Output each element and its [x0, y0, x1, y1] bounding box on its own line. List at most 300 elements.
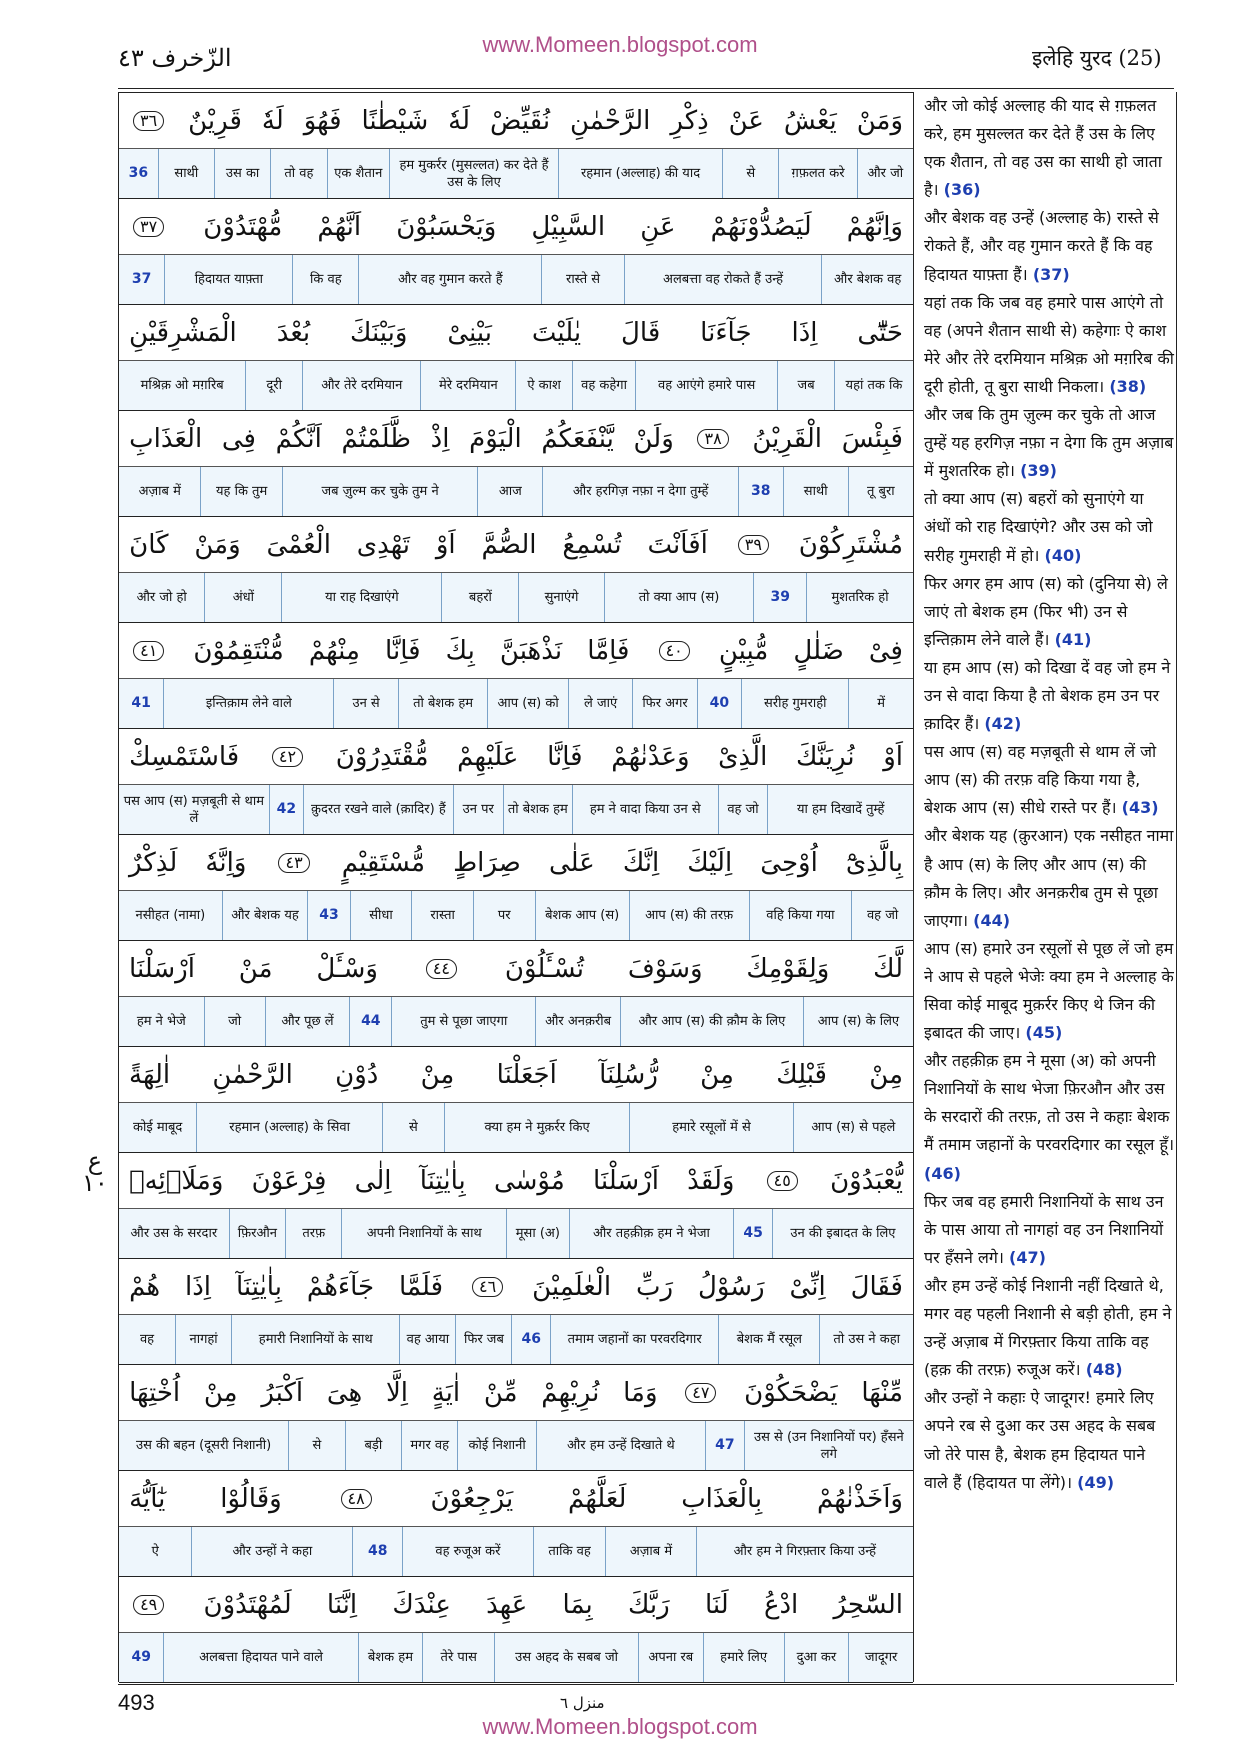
arabic-word: اَوْ: [435, 529, 456, 560]
word-meaning-cell: जब ज़ुल्म कर चुके तुम ने: [282, 467, 477, 516]
header-rule: [118, 88, 1174, 89]
word-meaning-cell: सुनाएंगे: [518, 573, 603, 622]
arabic-word: هِىَ: [326, 1377, 363, 1408]
word-meaning-cell: तमाम जहानों का परवरदिगार: [550, 1315, 718, 1364]
arabic-word: نُرِيَنَّكَ: [795, 741, 855, 772]
word-meaning-cell: उस से (उन निशानियों पर) हँसने लगे: [744, 1421, 913, 1470]
arabic-word: اِذَا: [185, 1271, 212, 1302]
word-meaning-cell: हमारी निशानियों के साथ: [231, 1315, 399, 1364]
arabic-word: السَّبِيْلِ: [531, 211, 606, 242]
arabic-word: وَمَا: [623, 1377, 658, 1408]
arabic-verse-line: [119, 199, 913, 255]
word-meaning-cell: मगर वह: [401, 1421, 457, 1470]
word-meaning-cell: और जो: [857, 149, 913, 198]
arabic-word: شَيْطٰنًا: [361, 105, 429, 136]
translation-verse-number: (42): [984, 714, 1022, 734]
arabic-word: لَمُهْتَدُوْنَ: [203, 1589, 292, 1620]
arabic-word: لَّكَ: [873, 953, 903, 984]
word-meaning-cell: अंधों: [204, 573, 281, 622]
arabic-verse-line: [119, 411, 913, 467]
arabic-word: عِنْدَكَ: [392, 1589, 451, 1620]
word-meaning-cell: नागहां: [175, 1315, 231, 1364]
arabic-word: يَضْحَكُوْنَ: [744, 1377, 838, 1408]
word-meaning-cell: बड़ी: [345, 1421, 401, 1470]
verse-number-marker: ٤٥: [767, 1171, 798, 1191]
arabic-verse-line: [119, 1259, 913, 1315]
word-meaning-cell: और तहक़ीक़ हम ने भेजा: [569, 1209, 734, 1258]
translation-text: या हम आप (स) को दिखा दें वह जो हम ने उन से वादा किया है तो बेशक हम उन पर क़ादिर हैं।: [924, 657, 1171, 734]
word-meaning-row: [119, 467, 913, 517]
arabic-word: الْقَرِيْنُ: [752, 423, 823, 454]
arabic-verse-line: [119, 941, 913, 997]
arabic-word: يٰٓاَيُّهَ: [129, 1483, 166, 1514]
arabic-word: اُوْحِىَ: [760, 847, 818, 878]
word-meaning-cell: से: [288, 1421, 344, 1470]
verse-number-marker: ٤٨: [341, 1489, 372, 1509]
arabic-word: وَمَلَا۟ئِهٖ: [129, 1165, 224, 1196]
arabic-word: يَّنْفَعَكُمُ: [541, 423, 614, 454]
arabic-word: وَاِنَّهُمْ: [846, 211, 903, 242]
arabic-word: مُّسْتَقِيْمٍ: [341, 847, 426, 878]
translation-column: [924, 92, 1174, 1682]
site-url-bottom: www.Momeen.blogspot.com: [482, 1714, 758, 1739]
arabic-verse-line: [119, 1365, 913, 1421]
site-url-top: www.Momeen.blogspot.com: [482, 32, 758, 57]
word-meaning-cell: अपना रब: [638, 1633, 703, 1682]
word-meaning-cell: और हरगिज़ नफ़ा न देगा तुम्हें: [542, 467, 737, 516]
arabic-word: يٰلَيْتَ: [531, 317, 582, 348]
word-meaning-row: [119, 1315, 913, 1365]
word-meaning-cell: वह कहेगा: [572, 361, 635, 410]
word-meaning-cell: पस आप (स) मज़बूती से थाम लें: [123, 793, 264, 826]
verse-number-marker: ٤٩: [133, 1595, 164, 1615]
verse-number-cell: 48: [352, 1527, 402, 1576]
arabic-word: اِلَّا: [385, 1377, 408, 1408]
word-meaning-row: [119, 255, 913, 305]
arabic-word: ذِكْرِ: [670, 105, 709, 136]
arabic-word: رَبِّ: [635, 1271, 674, 1302]
word-meaning-cell: मुशतरिक हो: [806, 573, 913, 622]
arabic-word: فَقَالَ: [850, 1271, 903, 1302]
verse-number-marker: ٤٧: [685, 1383, 716, 1403]
word-meaning-cell: यह कि तुम: [200, 467, 281, 516]
arabic-word: بَيْنِىْ: [447, 317, 492, 348]
arabic-word: حَتّٰٓى: [857, 317, 903, 348]
word-meaning-row: [119, 679, 913, 729]
verse-number-marker: ٤٤: [426, 959, 457, 979]
arabic-word: نَذْهَبَنَّ: [499, 635, 563, 666]
arabic-word: لَهٗ: [261, 105, 284, 136]
arabic-word: الرَّحْمٰنِ: [212, 1059, 293, 1090]
translation-text: और उन्हों ने कहाः ऐ जादूगर! हमारे लिए अपने रब से दुआ कर उस अहद के सबब जो तेरे पास है, बेशक हम हिदायत पाने वाले हैं (हिदायत पा लेंगे)।: [924, 1388, 1156, 1492]
word-meaning-cell: तरफ़: [285, 1209, 341, 1258]
arabic-verse-line: [119, 93, 913, 149]
arabic-verse-line: [119, 623, 913, 679]
arabic-word: عَنِ: [640, 211, 676, 242]
word-meaning-cell: अपनी निशानियों के साथ: [341, 1209, 506, 1258]
word-meaning-cell: अलबत्ता हिदायत पाने वाले: [163, 1633, 357, 1682]
word-meaning-cell: वह रुजूअ करें: [402, 1527, 533, 1576]
word-meaning-cell: आप (स) को: [487, 679, 568, 728]
arabic-word: هُمْ: [129, 1271, 161, 1302]
word-meaning-cell: ग़फ़लत करे: [778, 149, 856, 198]
translation-verse-number: (40): [1044, 545, 1082, 565]
verse-number-cell: 41: [131, 695, 151, 711]
translation-verse-number: (44): [973, 910, 1011, 930]
arabic-verse-line: [119, 517, 913, 573]
word-meaning-cell: वह आएंगे हमारे पास: [635, 361, 777, 410]
word-meaning-cell: और पूछ लें: [265, 997, 350, 1046]
word-meaning-cell: वहि किया गया: [749, 891, 852, 940]
arabic-word: فِىْ: [868, 635, 903, 666]
word-meaning-cell: अज़ाब में: [605, 1527, 696, 1576]
arabic-word: فَاسْتَمْسِكْ: [129, 741, 240, 772]
arabic-word: بِمَا: [562, 1589, 593, 1620]
translation-text: और तहक़ीक़ हम ने मूसा (अ) को अपनी निशानियों के साथ भेजा फ़िरऔन और उस के सरदारों की तरफ़, तो उस ने कहाः बेशक मैं तमाम जहानों के परवरदिगार का रसूल हूँ।: [924, 1051, 1175, 1155]
word-meaning-cell: हम ने वादा किया उन से: [572, 785, 718, 834]
arabic-word: اِذْ: [430, 423, 450, 454]
arabic-word: رُّسُلِنَآ: [599, 1059, 658, 1090]
word-meaning-cell: और अनक़रीब: [535, 997, 620, 1046]
arabic-verse-line: [119, 729, 913, 785]
word-meaning-cell: तो उस ने कहा: [819, 1315, 912, 1364]
arabic-word: مِنْ: [203, 1377, 238, 1408]
word-meaning-cell: वह: [139, 1332, 155, 1347]
arabic-word: وَلَقَدْ: [687, 1165, 735, 1196]
arabic-word: الصُّمَّ: [481, 529, 537, 560]
verse-number-marker: ٣٩: [738, 535, 769, 555]
word-meaning-cell: मश्रिक़ ओ मग़रिब: [140, 378, 224, 393]
word-meaning-cell: और बेशक यह: [222, 891, 308, 940]
word-meaning-cell: ऐ: [151, 1544, 159, 1559]
word-meaning-cell: हिदायत याफ़्ता: [164, 255, 292, 304]
arabic-word: اُخْتِهَا: [129, 1377, 181, 1408]
arabic-word: السّٰحِرُ: [833, 1589, 903, 1620]
word-meaning-cell: उस का: [214, 149, 270, 198]
arabic-word: اَجَعَلْنَا: [496, 1059, 557, 1090]
arabic-word: اِنَّنَا: [326, 1589, 358, 1620]
arabic-word: فَلَمَّا: [399, 1271, 444, 1302]
word-meaning-cell: और जो हो: [136, 590, 187, 605]
arabic-word: ادْعُ: [763, 1589, 799, 1620]
translation-verse-number: (38): [1109, 376, 1147, 396]
word-meaning-cell: क्या हम ने मुक़र्रर किए: [444, 1103, 630, 1152]
word-meaning-cell: वह जो: [851, 891, 913, 940]
verse-number-cell: 45: [733, 1209, 772, 1258]
arabic-word: ظَّلَمْتُمْ: [341, 423, 411, 454]
arabic-word: عَلَيْهِمْ: [457, 741, 519, 772]
arabic-word: عَنْ: [728, 105, 764, 136]
arabic-word: الَّذِىْ: [718, 741, 768, 772]
arabic-word: قَرِيْنٌ: [188, 105, 242, 136]
word-meaning-cell: एक शैतान: [327, 149, 390, 198]
word-meaning-cell: और आप (स) की क़ौम के लिए: [620, 997, 803, 1046]
arabic-word: الْعُمْىَ: [266, 529, 331, 560]
word-meaning-cell: ले जाएं: [568, 679, 632, 728]
arabic-word: فَبِئْسَ: [841, 423, 903, 454]
translation-text: और जब कि तुम ज़ुल्म कर चुके तो आज तुम्हें यह हरगिज़ नफ़ा न देगा कि तुम अज़ाब में मुशतरिक हो।: [924, 405, 1174, 481]
word-meaning-cell: मेरे दरमियान: [420, 361, 515, 410]
translation-text: और बेशक वह उन्हें (अल्लाह के) रास्ते से रोकते हैं, और वह गुमान करते हैं कि वह हिदायत याफ़्ता हैं।: [924, 208, 1159, 284]
verse-number-cell: 42: [269, 785, 303, 834]
word-by-word-grid: [118, 92, 914, 1682]
arabic-word: جَآءَنَا: [700, 317, 752, 348]
verse-number-cell: 40: [697, 679, 741, 728]
word-meaning-cell: रहमान (अल्लाह) की याद: [558, 149, 722, 198]
translation-text: पस आप (स) वह मज़बूती से थाम लें जो आप (स) की तरफ़ वहि किया गया है, बेशक आप (स) सीधे रास्ते पर हैं।: [924, 742, 1157, 818]
translation-verse-number: (46): [924, 1163, 961, 1183]
word-meaning-cell: इन्तिक़ाम लेने वाले: [163, 679, 333, 728]
arabic-word: عَلٰى: [548, 847, 595, 878]
verse-number-marker: ٣٧: [133, 217, 164, 237]
arabic-word: وَمَنْ: [856, 105, 903, 136]
arabic-word: وَاِنَّهٗ: [205, 847, 247, 878]
arabic-word: الرَّحْمٰنِ: [570, 105, 651, 136]
word-meaning-cell: रास्ता: [411, 891, 473, 940]
word-meaning-cell: आप (स) से पहले: [793, 1103, 913, 1152]
arabic-word: اٰلِهَةً: [129, 1059, 171, 1090]
arabic-word: يَرْجِعُوْنَ: [430, 1483, 514, 1514]
word-meaning-cell: उन से: [333, 679, 397, 728]
word-meaning-cell: दुआ कर: [784, 1633, 849, 1682]
word-meaning-cell: से: [382, 1103, 444, 1152]
translation-divider: [1176, 92, 1177, 1682]
word-meaning-cell: जब: [777, 361, 834, 410]
arabic-word: مِنْهُمْ: [308, 635, 360, 666]
arabic-word: بِاٰيٰتِنَآ: [419, 1165, 466, 1196]
word-meaning-row: [119, 1527, 913, 1577]
arabic-word: مِنْ: [420, 1059, 455, 1090]
word-meaning-cell: कोई माबूद: [132, 1120, 183, 1135]
word-meaning-cell: सरीह गुमराही: [741, 679, 848, 728]
word-meaning-row: [119, 361, 913, 411]
arabic-word: الْعٰلَمِيْنَ: [532, 1271, 612, 1302]
verse-number-cell: 43: [307, 891, 349, 940]
arabic-word: اَنَّكُمْ: [275, 423, 322, 454]
word-meaning-cell: पर: [473, 891, 535, 940]
word-meaning-cell: और वह गुमान करते हैं: [358, 255, 541, 304]
verse-number-cell: 44: [349, 997, 391, 1046]
arabic-word: بُعْدَ: [276, 317, 311, 348]
word-meaning-row: [119, 1421, 913, 1471]
arabic-word: مُّهْتَدُوْنَ: [203, 211, 283, 242]
arabic-verse-line: [119, 1047, 913, 1103]
translation-text: फिर अगर हम आप (स) को (दुनिया से) ले जाएं तो बेशक हम (फिर भी) उन से इन्तिक़ाम लेने वाले हैं।: [924, 573, 1168, 649]
translation-text: फिर जब वह हमारी निशानियों के साथ उन के पास आया तो नागहां वह उन निशानियों पर हँसने लगे।: [924, 1191, 1164, 1267]
arabic-word: يَعْشُ: [783, 105, 837, 136]
arabic-word: قَالَ: [621, 317, 661, 348]
arabic-word: وَاَخَذْنٰهُمْ: [816, 1483, 903, 1514]
word-meaning-cell: और उन्हों ने कहा: [191, 1527, 352, 1576]
word-meaning-cell: और तेरे दरमियान: [302, 361, 420, 410]
word-meaning-cell: तो वह: [270, 149, 326, 198]
word-meaning-cell: तू बुरा: [848, 467, 913, 516]
arabic-word: اِلٰى: [354, 1165, 392, 1196]
word-meaning-cell: और हम उन्हें दिखाते थे: [536, 1421, 705, 1470]
word-meaning-cell: अज़ाब में: [138, 484, 181, 499]
surah-name-hindi: इलेहि युरद (25): [1032, 46, 1162, 70]
arabic-word: صِرَاطٍ: [453, 847, 521, 878]
verse-number-marker: ٤١: [133, 641, 164, 661]
arabic-word: كَانَ: [129, 529, 169, 560]
word-meaning-cell: ऐ काश: [515, 361, 572, 410]
word-meaning-row: [119, 1209, 913, 1259]
arabic-word: مِنْ: [869, 1059, 903, 1090]
word-meaning-cell: ताकि वह: [533, 1527, 605, 1576]
arabic-word: رَسُوْلُ: [697, 1271, 765, 1302]
verse-number-cell: 36: [128, 165, 149, 181]
word-meaning-cell: बेशक हम: [358, 1633, 423, 1682]
arabic-word: اَوْ: [883, 741, 903, 772]
arabic-word: فِرْعَوْنَ: [251, 1165, 327, 1196]
arabic-word: مُّقْتَدِرُوْنَ: [335, 741, 429, 772]
translation-text: और जो कोई अल्लाह की याद से ग़फ़लत करे, हम मुसल्लत कर देते हैं उस के लिए एक शैतान, तो वह उस का साथी हो जाता है।: [924, 96, 1162, 200]
arabic-word: اِذَا: [791, 317, 818, 348]
verse-number-marker: ٣٨: [697, 429, 728, 449]
arabic-word: وَبَيْنَكَ: [350, 317, 408, 348]
arabic-word: اَفَاَنْتَ: [647, 529, 708, 560]
translation-verse-number: (39): [1020, 461, 1057, 481]
arabic-word: تُسْمِعُ: [562, 529, 622, 560]
verse-number-marker: ٤٣: [278, 853, 309, 873]
word-meaning-cell: कोई निशानी: [457, 1421, 535, 1470]
word-meaning-cell: बेशक मैं रसूल: [718, 1315, 819, 1364]
arabic-verse-line: [119, 1577, 913, 1633]
footer-rule: [118, 1684, 1174, 1685]
translation-text: और हम उन्हें कोई निशानी नहीं दिखाते थे, मगर वह पहली निशानी से बड़ी होती, हम ने उन्हें अज़ाब में गिरफ़्तार किया ताकि वह (हक़ की तरफ़) रुजूअ करें।: [924, 1275, 1172, 1380]
word-meaning-row: [119, 573, 913, 623]
word-meaning-cell: या हम दिखादें तुम्हें: [767, 785, 913, 834]
translation-verse-number: (37): [1032, 264, 1070, 284]
arabic-verse-line: [119, 1153, 913, 1209]
word-meaning-cell: उस अहद के सबब जो: [494, 1633, 638, 1682]
word-meaning-cell: साथी: [783, 467, 848, 516]
page-number: 493: [118, 1690, 155, 1715]
arabic-verse-line: [119, 835, 913, 891]
arabic-word: عَهِدَ: [486, 1589, 528, 1620]
arabic-word: وَسْـَٔلْ: [316, 953, 378, 984]
word-meaning-row: [119, 891, 913, 941]
arabic-word: تُسْـَٔلُوْنَ: [504, 953, 585, 984]
word-meaning-row: [119, 997, 913, 1047]
word-meaning-cell: फ़िरऔन: [229, 1209, 285, 1258]
verse-number-marker: ٣٦: [133, 111, 164, 131]
arabic-word: مُوْسٰى: [493, 1165, 565, 1196]
arabic-verse-line: [119, 305, 913, 361]
word-meaning-cell: अलबत्ता वह रोकते हैं उन्हें: [624, 255, 822, 304]
arabic-word: وَقَالُوْا: [220, 1483, 282, 1514]
arabic-word: الْيَوْمَ: [469, 423, 522, 454]
word-meaning-cell: हम मुकर्रर (मुसल्लत) कर देते हैं उस के लिए: [389, 149, 558, 198]
word-meaning-row: [119, 785, 913, 835]
arabic-word: مُّبِيْنٍ: [718, 635, 769, 666]
arabic-word: مِّنْهَا: [861, 1377, 903, 1408]
arabic-word: وَلِقَوْمِكَ: [746, 953, 830, 984]
word-meaning-cell: साथी: [158, 149, 214, 198]
word-meaning-cell: में: [848, 679, 912, 728]
translation-verse-number: (36): [943, 180, 981, 200]
word-meaning-cell: क़ुदरत रखने वाले (क़ादिर) हैं: [303, 785, 453, 834]
arabic-word: فَاِنَّا: [547, 741, 583, 772]
arabic-word: تَهْدِى: [356, 529, 410, 560]
translation-text: तो क्या आप (स) बहरों को सुनाएंगे या अंधों को राह दिखाएंगे? और उस को जो सरीह गुमराही में हो।: [924, 489, 1153, 565]
word-meaning-cell: रास्ते से: [541, 255, 623, 304]
arabic-word: فَهُوَ: [303, 105, 342, 136]
verse-number-cell: 37: [131, 271, 152, 287]
verse-number-marker: ٤٠: [659, 641, 690, 661]
arabic-word: بِالَّذِىْٓ: [845, 847, 903, 878]
translation-text: और बेशक यह (क़ुरआन) एक नसीहत नामा है आप (स) के लिए और आप (स) की क़ौम के लिए। और अनक़रीब तुम से पूछा जाएगा।: [924, 826, 1174, 930]
arabic-word: مُشْتَرِكُوْنَ: [798, 529, 903, 560]
arabic-word: لَيَصُدُّوْنَهُمْ: [710, 211, 812, 242]
translation-verse-number: (43): [1121, 798, 1159, 818]
arabic-word: لَنَا: [704, 1589, 729, 1620]
word-meaning-cell: आप (स) के लिए: [803, 997, 913, 1046]
word-meaning-cell: उन पर: [453, 785, 503, 834]
arabic-word: وَعَدْنٰهُمْ: [611, 741, 690, 772]
word-meaning-cell: उस की बहन (दूसरी निशानी): [135, 1438, 272, 1453]
word-meaning-cell: हमारे लिए: [703, 1633, 784, 1682]
verse-number-cell: 39: [753, 573, 806, 622]
word-meaning-cell: से: [722, 149, 778, 198]
word-meaning-cell: बेशक आप (स): [535, 891, 629, 940]
ruku-marker: ع ١٠: [82, 1147, 108, 1197]
word-meaning-cell: दूरी: [245, 361, 302, 410]
word-meaning-cell: मूसा (अ): [506, 1209, 569, 1258]
verse-number-cell: 49: [131, 1649, 151, 1665]
verse-number-cell: 38: [738, 467, 783, 516]
verse-number-cell: 46: [511, 1315, 550, 1364]
arabic-word: مُّنْتَقِمُوْنَ: [193, 635, 284, 666]
arabic-word: وَلَنْ: [633, 423, 674, 454]
translation-text: आप (स) हमारे उन रसूलों से पूछ लें जो हम ने आप से पहले भेजेः क्या हम ने अल्लाह के सिवा कोई माबूद मुक़र्रर किए थे जिन की इबादत की जाए।: [924, 938, 1174, 1043]
word-meaning-cell: आप (स) की तरफ़: [629, 891, 749, 940]
arabic-word: لَعَلَّهُمْ: [568, 1483, 627, 1514]
arabic-word: مِّنْ: [483, 1377, 518, 1408]
word-meaning-cell: रहमान (अल्लाह) के सिवा: [196, 1103, 382, 1152]
arabic-word: اِنَّكَ: [622, 847, 660, 878]
arabic-word: اَرْسَلْنَا: [129, 953, 195, 984]
arabic-word: بِكَ: [445, 635, 475, 666]
word-meaning-cell: और बेशक वह: [821, 255, 913, 304]
verse-number-cell: 47: [705, 1421, 744, 1470]
translation-verse-number: (47): [1009, 1247, 1046, 1267]
word-meaning-cell: और हम ने गिरफ़्तार किया उन्हें: [696, 1527, 913, 1576]
arabic-word: وَسَوْفَ: [627, 953, 703, 984]
word-meaning-row: [119, 1633, 913, 1683]
arabic-verse-line: [119, 1471, 913, 1527]
word-meaning-cell: या राह दिखाएंगे: [281, 573, 441, 622]
arabic-word: اَنَّهُمْ: [317, 211, 362, 242]
arabic-word: اَكْبَرُ: [261, 1377, 304, 1408]
word-meaning-cell: कि वह: [292, 255, 358, 304]
arabic-word: بِالْعَذَابِ: [681, 1483, 763, 1514]
word-meaning-cell: जो: [204, 997, 265, 1046]
word-meaning-cell: यहां तक कि: [834, 361, 913, 410]
manzil-label: منزل ٦: [560, 1694, 605, 1712]
arabic-word: الْمَشْرِقَيْنِ: [129, 317, 237, 348]
arabic-word: فَاِنَّا: [385, 635, 421, 666]
word-meaning-row: [119, 149, 913, 199]
word-meaning-cell: हमारे रसूलों में से: [629, 1103, 792, 1152]
word-meaning-cell: फिर जब: [455, 1315, 511, 1364]
word-meaning-row: [119, 1103, 913, 1153]
translation-verse-number: (41): [1054, 629, 1092, 649]
word-meaning-cell: हम ने भेजे: [136, 1014, 186, 1029]
verse-number-marker: ٤٢: [272, 747, 303, 767]
arabic-word: وَمَنْ: [194, 529, 241, 560]
word-meaning-cell: सीधा: [350, 891, 412, 940]
